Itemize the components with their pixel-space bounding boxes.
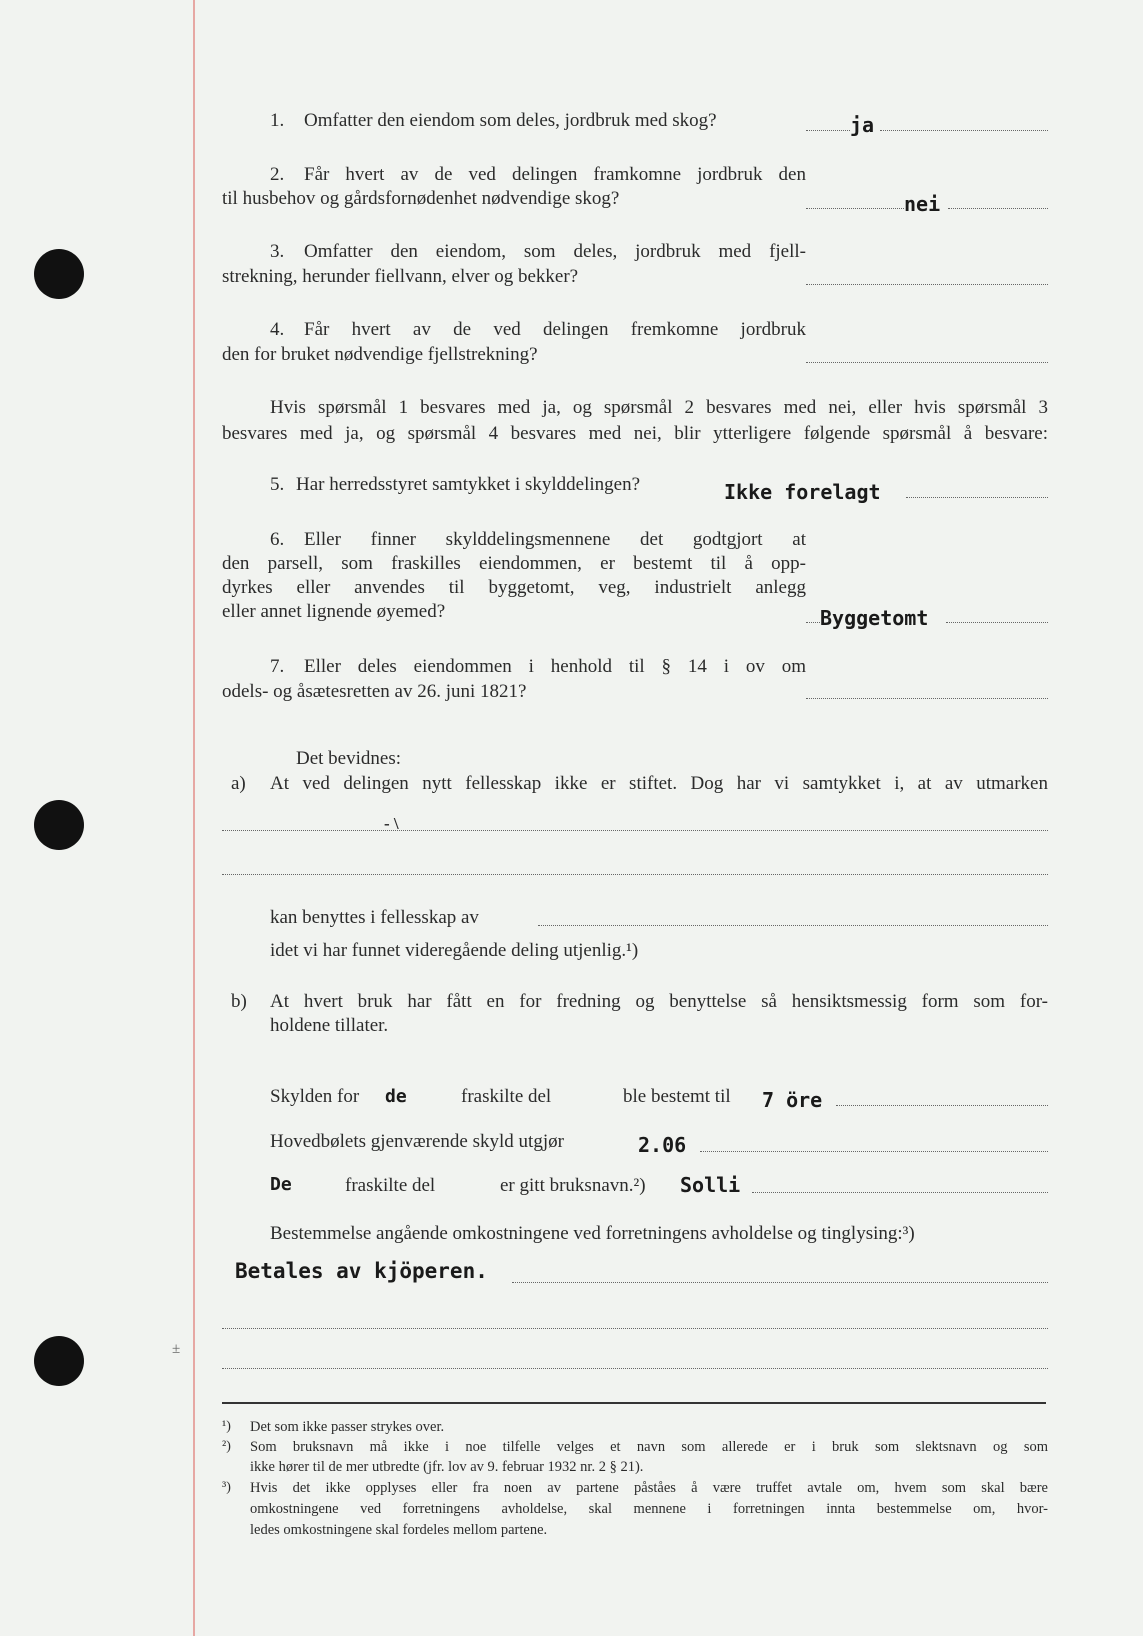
q2-number: 2. (270, 164, 285, 185)
condition-line2: besvares med ja, og spørsmål 4 besvares med nei, blir ytterligere følgende spørsmål å besvare: (222, 423, 1048, 444)
q6-line2: den parsell, som fraskilles eiendommen, er bestemt til å opp- (222, 553, 806, 574)
q7-line2: odels- og åsætesretten av 26. juni 1821? (222, 681, 527, 702)
footnote-1-marker: ¹) (222, 1419, 231, 1434)
q2-line1: Får hvert av de ved delingen framkomne jordbruk den (304, 164, 806, 185)
footnote-3-marker: ³) (222, 1480, 231, 1495)
q1-number: 1. (270, 110, 285, 131)
q7-number: 7. (270, 656, 285, 677)
hoved-line (700, 1151, 1048, 1152)
certify-b-label: b) (231, 991, 247, 1012)
q4-number: 4. (270, 319, 285, 340)
skyld-label: Skylden for (270, 1086, 360, 1107)
q2-line2: til husbehov og gårdsfornødenhet nødvendige skog? (222, 188, 620, 209)
footnote-2-marker: ²) (222, 1439, 231, 1454)
certify-b-line2: holdene tillater. (270, 1015, 389, 1036)
skyld-fraskilte: fraskilte del (461, 1086, 552, 1107)
certify-shared-line (538, 925, 1048, 926)
footnote-3-line3: ledes omkostningene skal fordeles mellom partene. (250, 1522, 548, 1538)
q3-number: 3. (270, 241, 285, 262)
certify-a-label: a) (231, 773, 246, 794)
certify-a-scribble: - \ (384, 814, 399, 833)
q7-line1: Eller deles eiendommen i henhold til § 14 i ov om (304, 656, 806, 677)
q6-number: 6. (270, 529, 285, 550)
q1-text: Omfatter den eiendom som deles, jordbruk med skog? (304, 110, 717, 131)
q6-line1: Eller finner skylddelingsmennene det godtgjort at (304, 529, 806, 550)
footnote-2-line1: Som bruksnavn må ikke i noe tilfelle velges et navn som allerede er i bruk som slektsnavn og som (250, 1439, 1048, 1455)
condition-line1: Hvis spørsmål 1 besvares med ja, og spørsmål 2 besvares med nei, eller hvis spørsmål 3 (270, 397, 1048, 418)
bruk-value: Solli (680, 1173, 741, 1197)
q5-text: Har herredsstyret samtykket i skylddelingen? (296, 474, 641, 495)
q6-line4: eller annet lignende øyemed? (222, 601, 446, 622)
q1-leader (806, 130, 850, 131)
q4-line1: Får hvert av de ved delingen fremkomne jordbruk (304, 319, 806, 340)
q4-answer-line (806, 362, 1048, 363)
skyld-bestemt: ble bestemt til (623, 1086, 731, 1107)
q3-line2: strekning, herunder fiellvann, elver og bekker? (222, 266, 579, 287)
q3-answer-line (806, 284, 1048, 285)
punch-hole (34, 249, 84, 299)
skyld-line (836, 1105, 1048, 1106)
footnote-3-line2: omkostningene ved forretningens avholdelse, skal mennene i forretningen innta bestemmelse om, hvor- (250, 1501, 1048, 1517)
hoved-value: 2.06 (638, 1133, 687, 1157)
stray-mark: ± (172, 1341, 181, 1357)
q5-answer: Ikke forelagt (724, 480, 881, 504)
certify-heading: Det bevidnes: (296, 748, 402, 769)
skyld-mark: de (385, 1086, 407, 1107)
footnote-rule (222, 1402, 1046, 1404)
certify-a-text: At ved delingen nytt fellesskap ikke er stiftet. Dog har vi samtykket i, at av utmarken (270, 773, 1048, 794)
q5-answer-line (906, 497, 1048, 498)
red-margin-line (193, 0, 195, 1636)
q5-number: 5. (270, 474, 285, 495)
cost-line1 (512, 1282, 1048, 1283)
footnote-1-line1: Det som ikke passer strykes over. (250, 1419, 445, 1435)
q2-answer-line (948, 208, 1048, 209)
cost-label: Bestemmelse angående omkostningene ved forretningens avholdelse og tinglysing:³) (270, 1223, 915, 1244)
q3-line1: Omfatter den eiendom, som deles, jordbruk med fjell- (304, 241, 806, 262)
cost-value: Betales av kjöperen. (235, 1259, 488, 1283)
skyld-value: 7 öre (762, 1088, 823, 1112)
q6-answer-line (946, 622, 1048, 623)
cost-line2 (222, 1328, 1048, 1329)
q7-answer-line (806, 698, 1048, 699)
certify-found: idet vi har funnet videregående deling utjenlig.¹) (270, 940, 639, 961)
certify-a-line1 (222, 830, 1048, 831)
q1-answer: ja (850, 113, 875, 137)
q1-answer-line (880, 130, 1048, 131)
q6-answer: Byggetomt (820, 606, 929, 630)
certify-b-line1: At hvert bruk har fått en for fredning og benyttelse så hensiktsmessig form som for- (270, 991, 1048, 1012)
footnote-3-line1: Hvis det ikke opplyses eller fra noen av partene påståes å være truffet avtale om, hvem som skal bære (250, 1480, 1048, 1496)
bruk-line (752, 1192, 1048, 1193)
q6-line3: dyrkes eller anvendes til byggetomt, veg, industrielt anlegg (222, 577, 806, 598)
hoved-label: Hovedbølets gjenværende skyld utgjør (270, 1131, 564, 1152)
q4-line2: den for bruket nødvendige fjellstrekning? (222, 344, 538, 365)
footnote-2-line2: ikke hører til de mer utbredte (jfr. lov av 9. februar 1932 nr. 2 § 21). (250, 1459, 644, 1475)
q2-answer: nei (904, 192, 941, 216)
q6-leader (806, 622, 820, 623)
cost-line3 (222, 1368, 1048, 1369)
bruk-mark: De (270, 1174, 292, 1195)
bruk-label: er gitt bruksnavn.²) (500, 1175, 646, 1196)
certify-shared: kan benyttes i fellesskap av (270, 907, 479, 928)
q2-leader (806, 208, 904, 209)
bruk-fraskilte: fraskilte del (345, 1175, 436, 1196)
certify-a-line2 (222, 874, 1048, 875)
punch-hole (34, 1336, 84, 1386)
punch-hole (34, 800, 84, 850)
